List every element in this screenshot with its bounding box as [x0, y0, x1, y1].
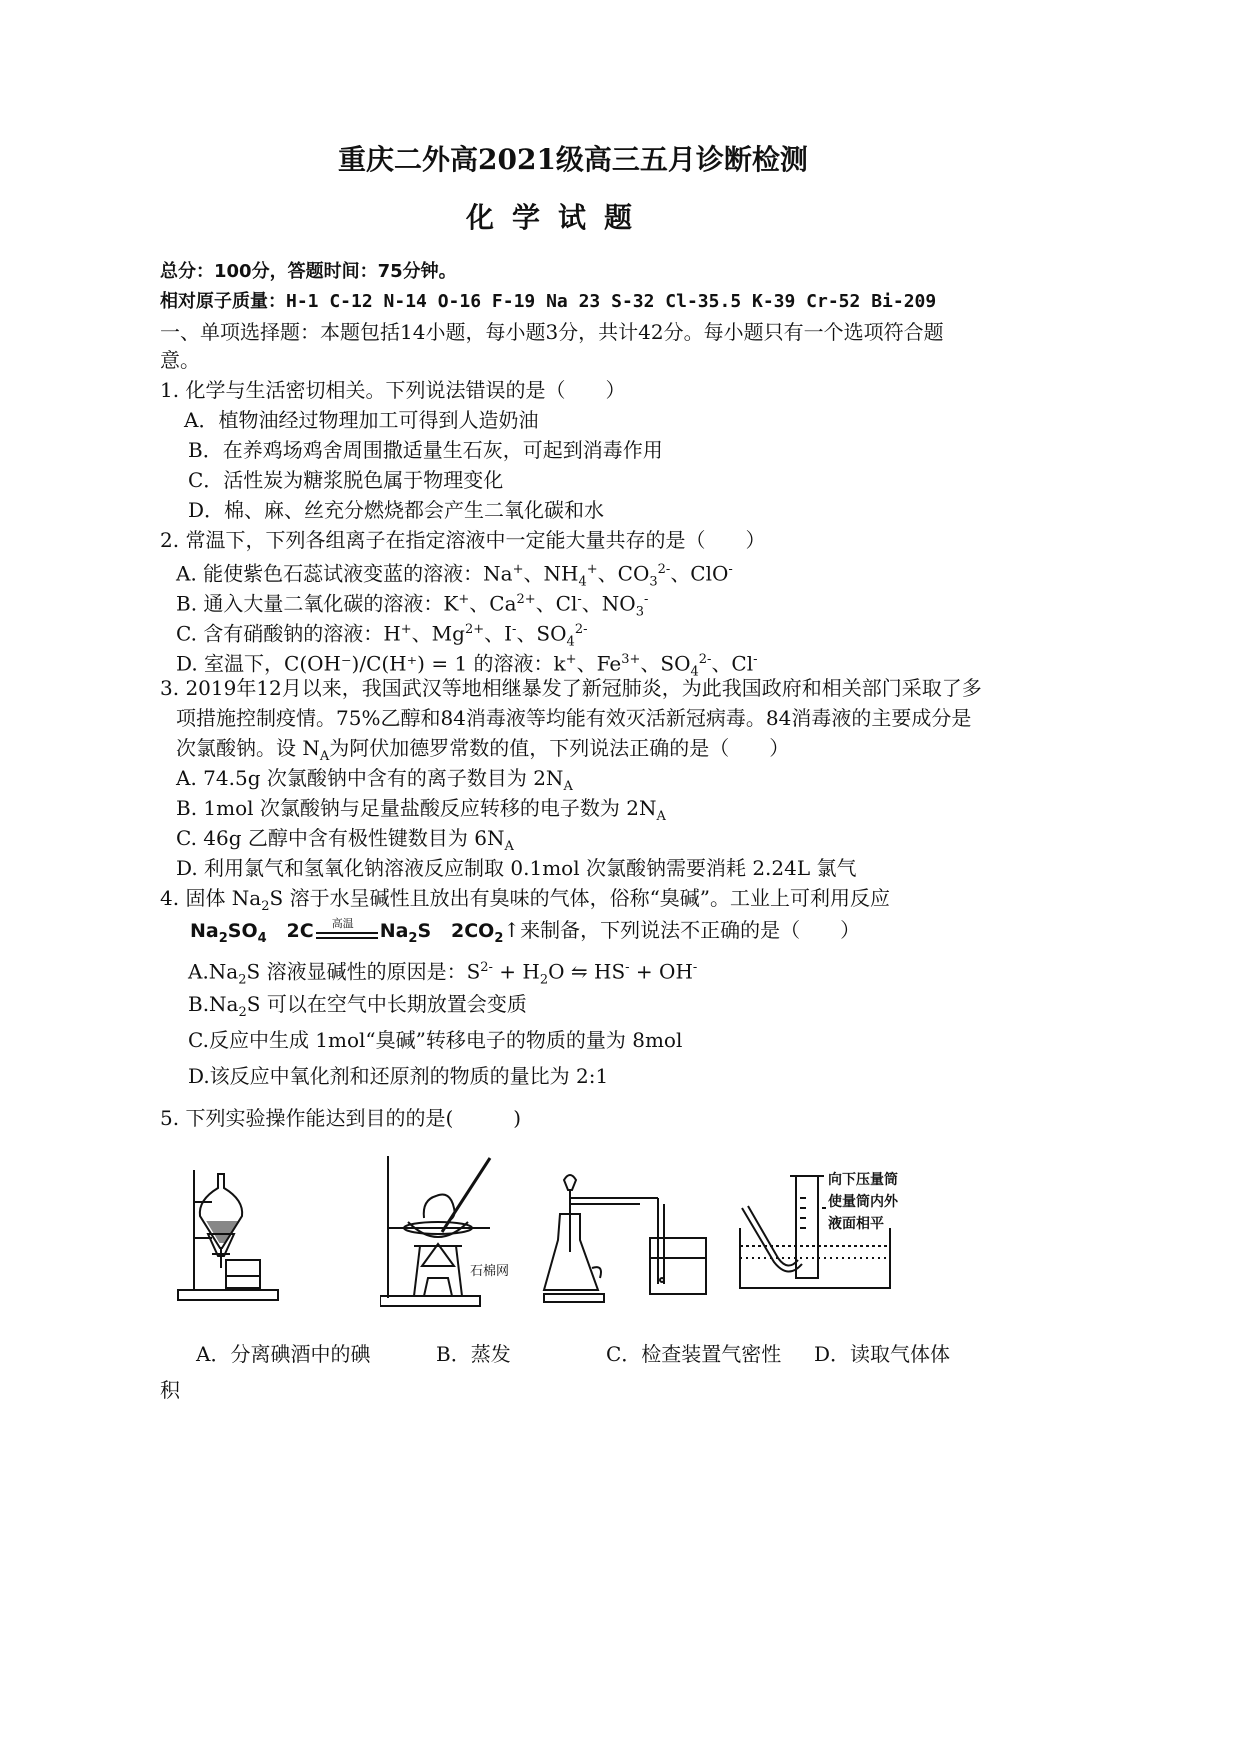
q3-stem-line3: 次氯酸钠。设 $N_A$为阿伏加德罗常数的值，下列说法正确的是（ ） — [176, 736, 790, 764]
q4-option-b: $B.Na_2S$ 可以在空气中长期放置会变质 — [188, 992, 527, 1020]
apparatus-a-separatory-funnel — [168, 1160, 288, 1310]
section-heading-line1: 一、单项选择题：本题包括14小题，每小题3分，共计42分。每小题只有一个选项符合题 — [160, 320, 944, 344]
q5-stem: 5. 下列实验操作能达到目的的是( ) — [160, 1106, 522, 1130]
q2-option-a: A. 能使紫色石蕊试液变蓝的溶液：Na+、$NH_4^+$、$CO_3^{2-}$、ClO- — [176, 561, 733, 590]
q5-option-d: D．读取气体体 — [814, 1342, 951, 1366]
q3-stem-line2: 项措施控制疫情。75%乙醇和84消毒液等均能有效灭活新冠病毒。84消毒液的主要成分是 — [176, 706, 972, 730]
q2-stem: 2. 常温下，下列各组离子在指定溶液中一定能大量共存的是（ ） — [160, 528, 766, 552]
page-title: 重庆二外高2021级高三五月诊断检测 — [338, 143, 808, 176]
q5-option-d-continued: 积 — [160, 1378, 180, 1402]
q3-option-a: A. 74.5g 次氯酸钠中含有的离子数目为 $2N_A$ — [176, 766, 573, 794]
q4-option-a: $A.Na_2S$ 溶液显碱性的原因是：$S^{2-} + H_2O$ ⇋ HS- + OH- — [188, 959, 698, 988]
q3-stem-line1: 3. 2019年12月以来，我国武汉等地相继暴发了新冠肺炎，为此我国政府和相关部门采取了多 — [160, 676, 982, 700]
apparatus-c-airtightness — [540, 1168, 720, 1308]
q4-stem-line1: 4. 固体 $Na_2S$ 溶于水呈碱性且放出有臭味的气体，俗称“臭碱”。工业上可利用反应 — [160, 886, 891, 914]
q4-option-d: D.该反应中氧化剂和还原剂的物质的量比为 2:1 — [188, 1064, 609, 1088]
asbestos-gauze-label: 石棉网 — [470, 1264, 510, 1279]
figure-d-note-line1: 向下压量筒 — [828, 1172, 898, 1188]
q2-option-d: D. 室温下，C(OH⁻)/C(H⁺) = 1 的溶液：k+、$Fe^{3+}$、$SO_4^{2-}$、Cl- — [176, 651, 758, 680]
q1-option-b: B．在养鸡场鸡舍周围撒适量生石灰，可起到消毒作用 — [188, 438, 663, 462]
figure-d-note-line3: 液面相平 — [828, 1216, 884, 1232]
q2-option-b: B. 通入大量二氧化碳的溶液：K+、$Ca^{2+}$、Cl-、$NO_3^-$ — [176, 591, 649, 620]
q4-reaction-equation: $Na_2SO_4$ 2C 高温 $Na_2S$ $2CO_2↑$来制备，下列说法不正确的是（ ） — [190, 918, 860, 951]
q1-stem: 1. 化学与生活密切相关。下列说法错误的是（ ） — [160, 378, 626, 402]
section-heading-line2: 意。 — [160, 348, 200, 372]
q1-option-a: A．植物油经过物理加工可得到人造奶油 — [184, 408, 539, 432]
q3-option-c: C. 46g 乙醇中含有极性键数目为 $6N_A$ — [176, 826, 514, 854]
q2-option-c: C. 含有硝酸钠的溶液：H+、$Mg^{2+}$、I-、$SO_4^{2-}$ — [176, 621, 588, 650]
q1-option-d: D．棉、麻、丝充分燃烧都会产生二氧化碳和水 — [188, 498, 605, 522]
q4-option-c: C.反应中生成 1mol“臭碱”转移电子的物质的量为 8mol — [188, 1028, 683, 1052]
subject-title: 化学试题 — [466, 201, 651, 234]
reaction-condition: 高温 — [331, 916, 354, 930]
figure-d-note-line2: 使量筒内外 — [828, 1194, 898, 1210]
score-time-info: 总分：100分，答题时间：75分钟。 — [160, 261, 457, 282]
q3-option-d: D. 利用氯气和氢氧化钠溶液反应制取 0.1mol 次氯酸钠需要消耗 2.24L 氯气 — [176, 856, 857, 880]
q1-option-c: C．活性炭为糖浆脱色属于物理变化 — [188, 468, 504, 492]
apparatus-b-evaporation — [380, 1150, 520, 1310]
q5-option-b: B．蒸发 — [436, 1342, 511, 1366]
atomic-mass-info: 相对原子质量：H-1 C-12 N-14 O-16 F-19 Na 23 S-32 Cl-35.5 K-39 Cr-52 Bi-209 — [160, 291, 937, 312]
q5-option-c: C．检查装置气密性 — [606, 1342, 782, 1366]
q5-option-a: A．分离碘酒中的碘 — [196, 1342, 371, 1366]
q3-option-b: B. 1mol 次氯酸钠与足量盐酸反应转移的电子数为 $2N_A$ — [176, 796, 666, 824]
